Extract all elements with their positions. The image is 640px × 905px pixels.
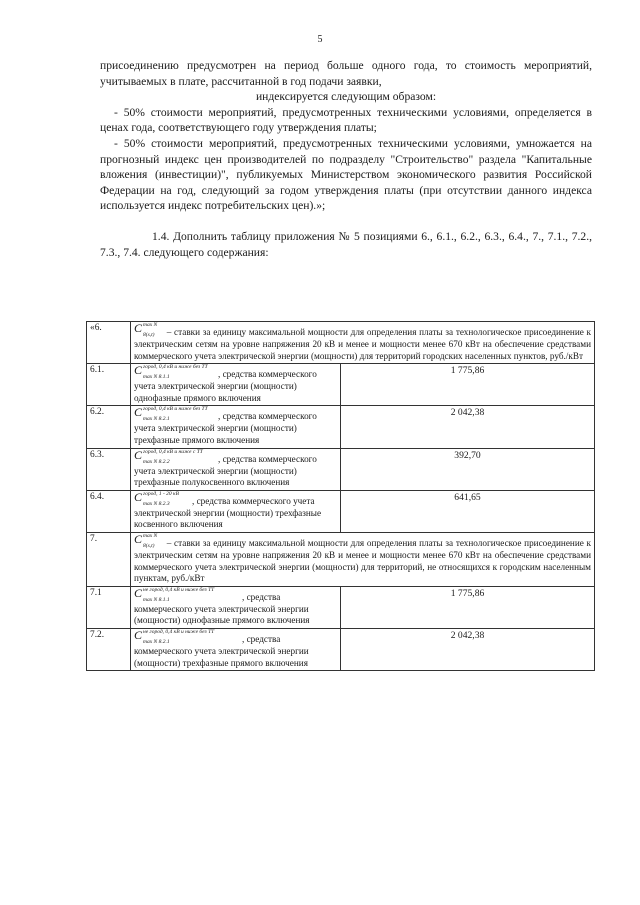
table-row <box>87 490 595 532</box>
formula-symbol: C не город, 0,4 кВ и ниже без ТТ max N 8.1.1 <box>134 585 215 603</box>
row-number: 7. <box>87 532 131 586</box>
row-number: 6.3. <box>87 448 131 490</box>
row-description: C город, 0,4 кВ и ниже с ТТ max N 8.2.2 , средства коммерческого учета электрической энергии (мощности) трехфазные полукосвенного включения <box>131 448 341 490</box>
page-number: 5 <box>317 34 323 45</box>
row-number: 7.2. <box>87 628 131 670</box>
formula-symbol: C не город, 0,4 кВ и ниже без ТТ max N 8.2.1 <box>134 627 215 645</box>
row-description: C город, 1 - 20 кВ max N 8.2.3 , средства коммерческого учета электрической энергии (мощности) трехфазные косвенного включения <box>131 490 341 532</box>
row-description: C не город, 0,4 кВ и ниже без ТТ max N 8.2.1 , средства коммерческого учета электрической энергии (мощности) трехфазные прямого включения <box>131 628 341 670</box>
row-number: 6.1. <box>87 364 131 406</box>
paragraph-section-1-4: 1.4. Дополнить таблицу приложения № 5 позициями 6., 6.1., 6.2., 6.3., 6.4., 7., 7.1., 7.2., 7.3., 7.4. следующего содержания: <box>100 229 592 259</box>
table-row <box>87 364 595 406</box>
row-value: 641,65 <box>341 490 595 532</box>
row-value: 1 775,86 <box>341 586 595 628</box>
row-number: «6. <box>87 322 131 364</box>
table-row <box>87 322 595 364</box>
row-number: 6.2. <box>87 406 131 448</box>
row-value: 1 775,86 <box>341 364 595 406</box>
paragraph-bullet-2: - 50% стоимости мероприятий, предусмотренных техническими условиями, умножается на прогнозный индекс цен производителей по подразделу "Строительство" раздела "Капитальные вложения (инвестиции)", публикуемых Министерством экономического развития Российской Федерации на год, следующий за годом утверждения платы (при отсутствии данного индекса используется индекс потребительских цен).»; <box>100 136 592 213</box>
row-description: C max N 8(s,t) – ставки за единицу максимальной мощности для определения платы за технологическое присоединение к электрическим сетям на уровне напряжения 20 кВ и менее и мощности менее 670 кВт на обеспечение средствами коммерческого учета электрической энергии (мощности) для территорий городских населенных пунктов, руб./кВт <box>131 322 595 364</box>
row-number: 7.1 <box>87 586 131 628</box>
table-row <box>87 448 595 490</box>
formula-symbol: C город, 0,4 кВ и ниже с ТТ max N 8.2.2 <box>134 447 203 465</box>
row-description: C город, 0,4 кВ и ниже без ТТ max N 8.2.1 , средства коммерческого учета электрической энергии (мощности) трехфазные прямого включения <box>131 406 341 448</box>
formula-symbol: C max N 8(s,t) <box>134 321 158 338</box>
row-value: 392,70 <box>341 448 595 490</box>
row-number: 6.4. <box>87 490 131 532</box>
table-row <box>87 628 595 670</box>
rates-table <box>86 321 595 671</box>
document-body <box>100 58 592 260</box>
formula-symbol: C max N 8(s,t) <box>134 531 158 549</box>
row-description: C max N 8(s,t) – ставки за единицу максимальной мощности для определения платы за технологическое присоединение к электрическим сетям на уровне напряжения 20 кВ и менее и мощности менее 670 кВт на обеспечение средствами коммерческого учета электрической энергии (мощности) для территорий, не относящихся к городским населенным пунктам, руб./кВт <box>131 532 595 586</box>
row-value: 2 042,38 <box>341 628 595 670</box>
table-row <box>87 532 595 586</box>
row-description: C город, 0,4 кВ и ниже без ТТ max N 8.1.1 , средства коммерческого учета электрической энергии (мощности) однофазные прямого включения <box>131 364 341 406</box>
table-row <box>87 406 595 448</box>
formula-symbol: C город, 0,4 кВ и ниже без ТТ max N 8.1.1 <box>134 363 208 381</box>
row-value: 2 042,38 <box>341 406 595 448</box>
row-description: C не город, 0,4 кВ и ниже без ТТ max N 8.1.1 , средства коммерческого учета электрической энергии (мощности) однофазные прямого включения <box>131 586 341 628</box>
table-row <box>87 586 595 628</box>
formula-symbol: C город, 0,4 кВ и ниже без ТТ max N 8.2.1 <box>134 405 208 423</box>
formula-symbol: C город, 1 - 20 кВ max N 8.2.3 <box>134 489 179 507</box>
paragraph-continuation-end: индексируется следующим образом: <box>255 90 437 104</box>
paragraph-bullet-1: - 50% стоимости мероприятий, предусмотренных техническими условиями, определяется в ценах года, соответствующего году утверждения платы; <box>100 105 592 135</box>
paragraph-continuation: присоединению предусмотрен на период больше одного года, то стоимость мероприятий, учитываемых в плате, рассчитанной в год подачи заявки, <box>100 59 592 88</box>
